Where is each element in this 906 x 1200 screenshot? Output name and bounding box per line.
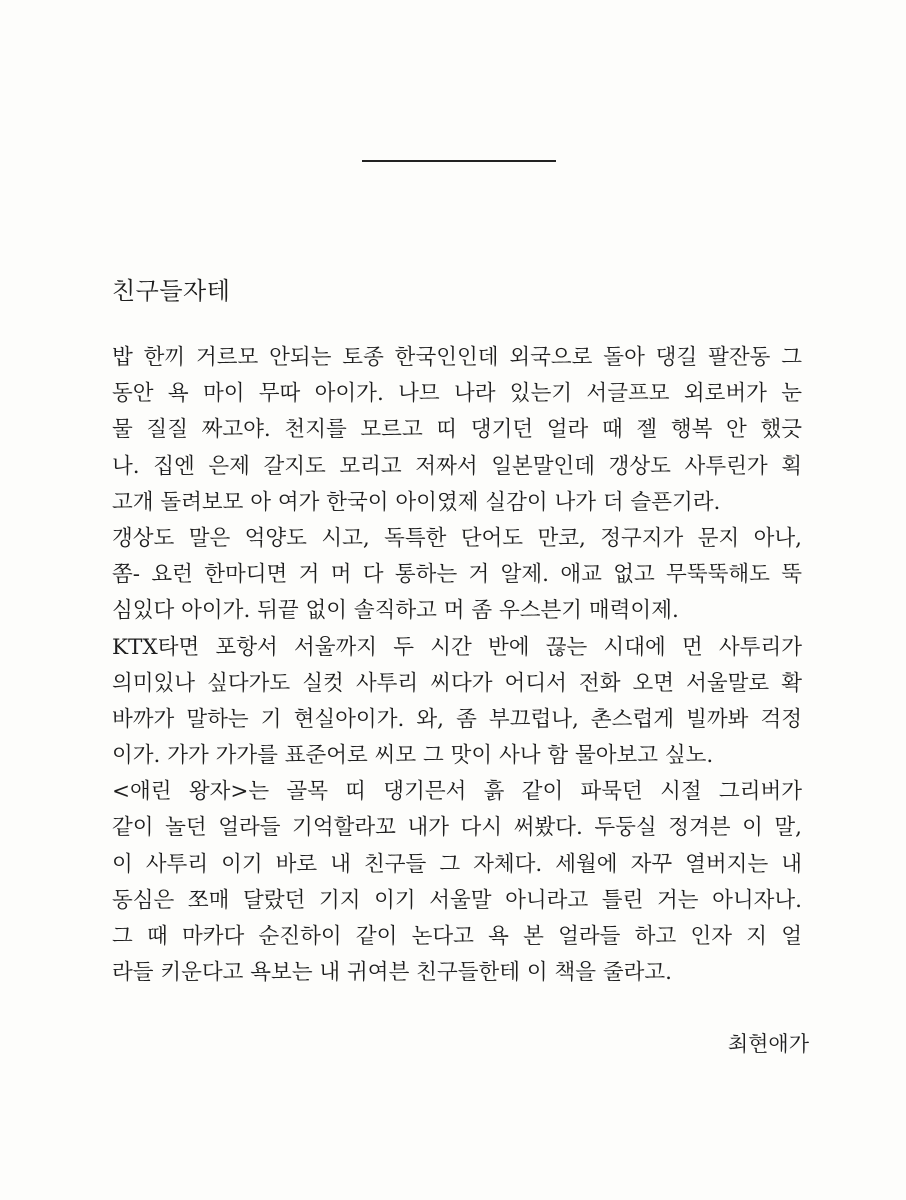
body-line: 밥 한끼 거르모 안되는 토종 한국인인데 외국으로 돌아 댕길 팔잔동 그: [112, 345, 802, 370]
body-line: 물 질질 짜고야. 천지를 모르고 띠 댕기던 얼라 때 젤 행복 안 했긋: [112, 417, 802, 443]
body-line: 그 때 마카다 순진하이 같이 논다고 욕 본 얼라들 하고 인자 지 얼: [112, 924, 802, 949]
body-line: 동심은 쪼매 달랐던 기지 이기 서울말 아니라고 틀린 거는 아니자나.: [112, 887, 802, 913]
body-line: 동안 욕 마이 무따 아이가. 나므 나라 있는기 서글프모 외로버가 눈: [112, 381, 802, 407]
top-divider: [362, 160, 556, 162]
body-line: 바까가 말하는 기 현실아이가. 와, 좀 부끄럽나, 촌스럽게 빌까봐 걱정: [112, 706, 802, 732]
body-line: 심있다 아이가. 뒤끝 없이 솔직하고 머 좀 우스븐기 매력이제.: [112, 598, 679, 624]
body-line: <애린 왕자>는 골목 띠 댕기믄서 흙 같이 파묵던 시절 그리버가: [112, 779, 802, 805]
dedication-heading: 친구들자테: [112, 277, 231, 305]
body-line: 쫌- 요런 한마디면 거 머 다 통하는 거 알제. 애교 없고 무뚝뚝해도 뚝: [112, 562, 802, 588]
body-line: 이 사투리 이기 바로 내 친구들 그 자체다. 세월에 자꾸 열버지는 내: [112, 851, 802, 877]
author-signature: 최현애가: [727, 1032, 809, 1056]
dedication-body: [112, 340, 802, 991]
body-line: 갱상도 말은 억양도 시고, 독특한 단어도 만코, 정구지가 문지 아나,: [112, 525, 802, 551]
body-line: 같이 놀던 얼라들 기억할라꼬 내가 다시 써봤다. 두둥실 정겨븐 이 말,: [112, 815, 802, 841]
body-line: 의미있나 싶다가도 실컷 사투리 씨다가 어디서 전화 오면 서울말로 확: [112, 670, 802, 696]
body-line: 이가. 가가 가가를 표준어로 씨모 그 맛이 사나 함 물아보고 싶노.: [112, 743, 714, 769]
body-line: KTX타면 포항서 서울까지 두 시간 반에 끊는 시대에 먼 사투리가: [112, 634, 802, 660]
body-line: 나. 집엔 은제 갈지도 모리고 저짜서 일본말인데 갱상도 사투린가 획: [112, 453, 802, 479]
body-line: 라들 키운다고 욕보는 내 귀여븐 친구들한테 이 책을 줄라고.: [112, 960, 672, 986]
body-line: 고개 돌려보모 아 여가 한국이 아이였제 실감이 나가 더 슬픈기라.: [112, 489, 721, 515]
